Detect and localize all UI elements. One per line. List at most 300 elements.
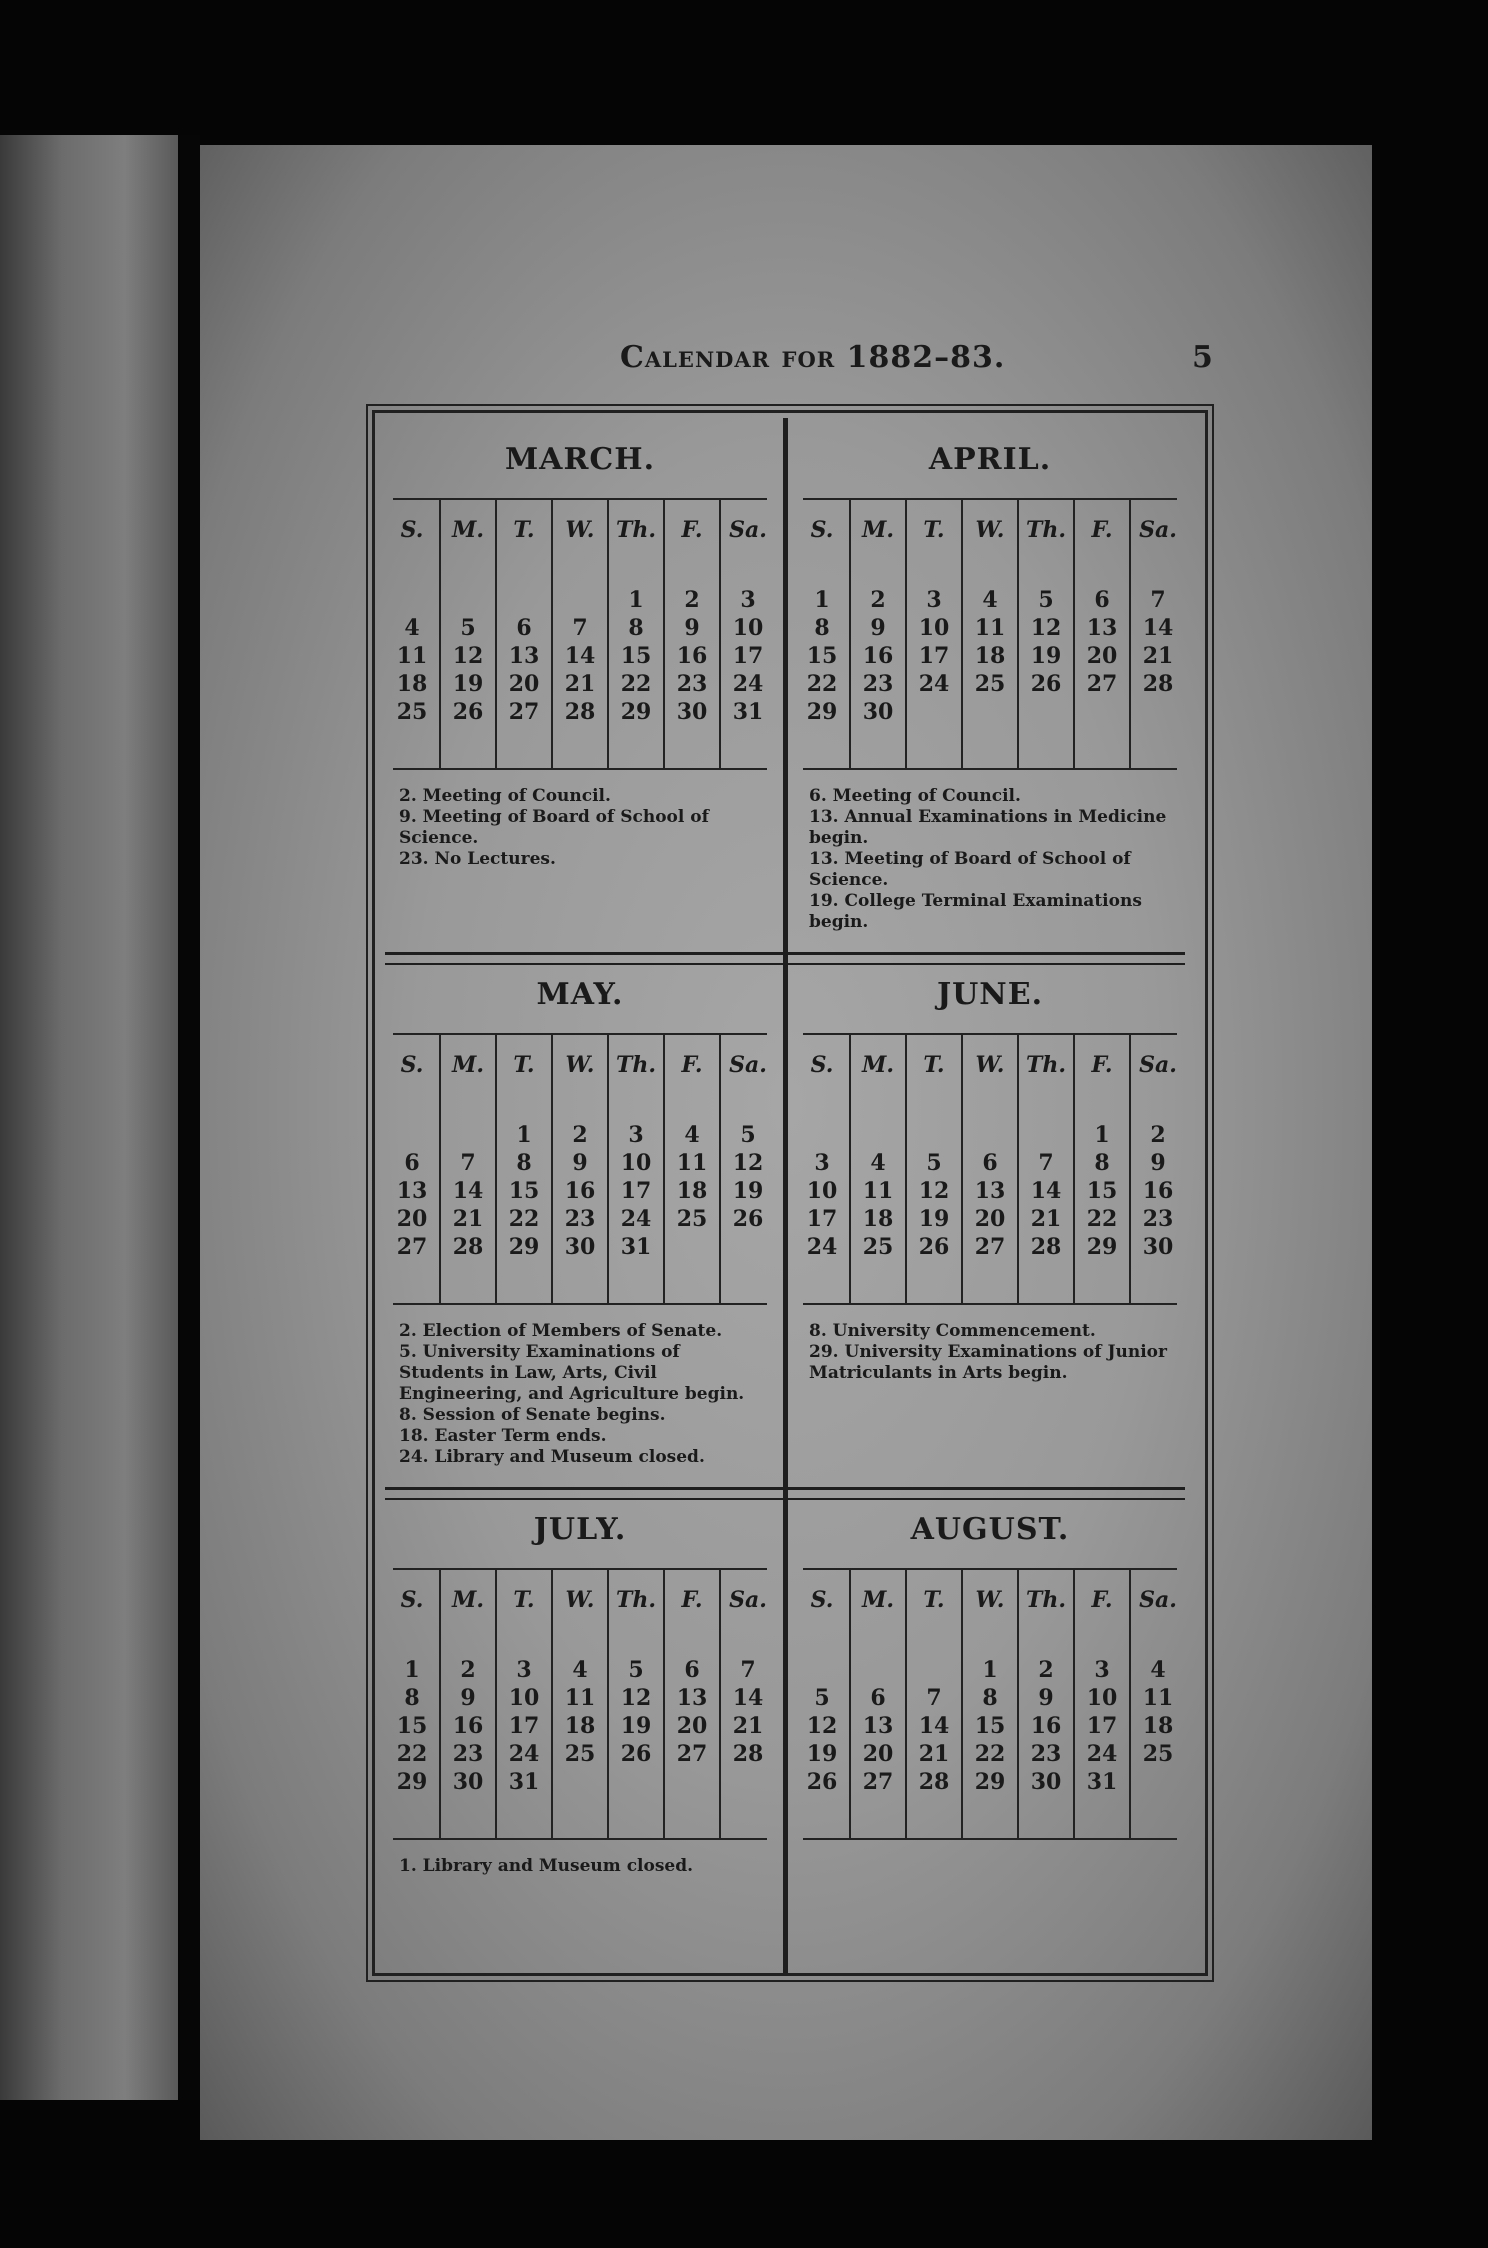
date-cell: 16 [676, 643, 708, 669]
date-cell: 15 [620, 643, 652, 669]
weekday-header: F. [681, 517, 703, 543]
date-cell: 9 [1038, 1685, 1054, 1711]
weekday-header: T. [513, 1052, 535, 1078]
date-cell: 22 [974, 1741, 1006, 1767]
weekday-header: Th. [615, 517, 657, 543]
date-cell: 1 [814, 587, 830, 613]
date-cell: 7 [1038, 1150, 1054, 1176]
weekday-column [721, 1570, 775, 1838]
date-cell: 14 [564, 643, 596, 669]
date-cell: 26 [1030, 671, 1062, 697]
date-cell: 6 [982, 1150, 998, 1176]
date-cell: 16 [862, 643, 894, 669]
month-notes [385, 1840, 775, 1877]
date-cell: 8 [628, 615, 644, 641]
note-item: 9. Meeting of Board of School of Science. [399, 807, 715, 848]
date-cell: 9 [870, 615, 886, 641]
date-cell: 23 [564, 1206, 596, 1232]
date-cell: 24 [508, 1741, 540, 1767]
weekday-header: F. [681, 1052, 703, 1078]
weekday-header: S. [400, 1587, 424, 1613]
month-title: MARCH. [504, 442, 656, 477]
weekday-header: Sa. [1139, 1052, 1177, 1078]
weekday-column [1131, 500, 1185, 768]
weekday-header: Th. [615, 1587, 657, 1613]
note-item: 8. University Commencement. [809, 1321, 1096, 1341]
date-cell: 15 [396, 1713, 428, 1739]
section-separator [385, 952, 1185, 965]
date-cell: 26 [452, 699, 484, 725]
date-cell: 10 [732, 615, 764, 641]
weekday-column [851, 500, 907, 768]
date-cell: 25 [564, 1741, 596, 1767]
day-grid [385, 500, 775, 768]
weekday-header: F. [681, 1587, 703, 1613]
date-cell: 2 [684, 587, 700, 613]
weekday-header: Th. [615, 1052, 657, 1078]
weekday-column [907, 500, 963, 768]
date-cell: 15 [1086, 1178, 1118, 1204]
date-cell: 7 [740, 1657, 756, 1683]
date-cell: 21 [1030, 1206, 1062, 1232]
date-cell: 10 [508, 1685, 540, 1711]
weekday-column [1131, 1570, 1185, 1838]
weekday-column [441, 1035, 497, 1303]
date-cell: 31 [508, 1769, 540, 1795]
date-cell: 14 [1030, 1178, 1062, 1204]
weekday-header: S. [400, 517, 424, 543]
month-3 [795, 975, 1185, 1384]
date-cell: 28 [918, 1769, 950, 1795]
page-number: 5 [1192, 340, 1213, 375]
date-cell: 6 [1094, 587, 1110, 613]
weekday-header: S. [810, 1587, 834, 1613]
date-cell: 29 [396, 1769, 428, 1795]
date-cell: 23 [862, 671, 894, 697]
weekday-header: S. [400, 1052, 424, 1078]
date-cell: 14 [918, 1713, 950, 1739]
day-grid [795, 1035, 1185, 1303]
date-cell: 18 [676, 1178, 708, 1204]
date-cell: 5 [1038, 587, 1054, 613]
weekday-header: W. [975, 1587, 1005, 1613]
date-cell: 22 [396, 1741, 428, 1767]
month-notes [385, 770, 775, 870]
month-notes [795, 1305, 1185, 1384]
note-item: 13. Meeting of Board of School of Science. [809, 849, 1137, 890]
date-cell: 8 [1094, 1150, 1110, 1176]
date-cell: 9 [460, 1685, 476, 1711]
date-cell: 20 [974, 1206, 1006, 1232]
date-cell: 28 [1030, 1234, 1062, 1260]
date-cell: 4 [1150, 1657, 1166, 1683]
date-cell: 6 [684, 1657, 700, 1683]
date-cell: 31 [732, 699, 764, 725]
weekday-column [385, 1035, 441, 1303]
month-notes [385, 1305, 775, 1468]
date-cell: 9 [684, 615, 700, 641]
date-cell: 21 [564, 671, 596, 697]
note-item: 2. Meeting of Council. [399, 786, 611, 806]
month-title: MAY. [536, 977, 624, 1012]
weekday-column [497, 1035, 553, 1303]
date-cell: 25 [974, 671, 1006, 697]
date-cell: 4 [684, 1122, 700, 1148]
weekday-header: Th. [1025, 517, 1067, 543]
date-cell: 10 [620, 1150, 652, 1176]
note-item: 6. Meeting of Council. [809, 786, 1021, 806]
month-0 [385, 440, 775, 870]
note-item: 29. University Examinations of Junior Matriculants in Arts begin. [809, 1342, 1173, 1383]
column-divider [783, 418, 788, 1973]
date-cell: 3 [1094, 1657, 1110, 1683]
date-cell: 5 [628, 1657, 644, 1683]
date-cell: 3 [814, 1150, 830, 1176]
weekday-column [851, 1035, 907, 1303]
month-1 [795, 440, 1185, 933]
date-cell: 17 [732, 643, 764, 669]
date-cell: 23 [1030, 1741, 1062, 1767]
date-cell: 17 [918, 643, 950, 669]
weekday-column [1075, 500, 1131, 768]
weekday-column [907, 1035, 963, 1303]
date-cell: 5 [814, 1685, 830, 1711]
weekday-column [721, 1035, 775, 1303]
date-cell: 22 [806, 671, 838, 697]
date-cell: 25 [862, 1234, 894, 1260]
date-cell: 13 [676, 1685, 708, 1711]
weekday-column [497, 500, 553, 768]
date-cell: 25 [396, 699, 428, 725]
date-cell: 29 [1086, 1234, 1118, 1260]
weekday-header: M. [451, 1587, 484, 1613]
date-cell: 1 [1094, 1122, 1110, 1148]
weekday-header: T. [923, 1587, 945, 1613]
book-spine [178, 135, 200, 2100]
date-cell: 29 [508, 1234, 540, 1260]
date-cell: 18 [862, 1206, 894, 1232]
date-cell: 20 [862, 1741, 894, 1767]
date-cell: 17 [508, 1713, 540, 1739]
date-cell: 12 [620, 1685, 652, 1711]
date-cell: 29 [974, 1769, 1006, 1795]
weekday-column [963, 500, 1019, 768]
weekday-column [553, 1570, 609, 1838]
weekday-header: W. [565, 1587, 595, 1613]
date-cell: 20 [508, 671, 540, 697]
date-cell: 7 [572, 615, 588, 641]
note-item: 19. College Terminal Examinations begin. [809, 891, 1148, 932]
date-cell: 31 [1086, 1769, 1118, 1795]
weekday-header: W. [565, 1052, 595, 1078]
weekday-column [553, 1035, 609, 1303]
date-cell: 12 [918, 1178, 950, 1204]
date-cell: 13 [508, 643, 540, 669]
weekday-header: M. [861, 1587, 894, 1613]
weekday-column [1019, 500, 1075, 768]
date-cell: 10 [918, 615, 950, 641]
weekday-header: T. [923, 1052, 945, 1078]
date-cell: 29 [806, 699, 838, 725]
date-cell: 4 [982, 587, 998, 613]
date-cell: 27 [862, 1769, 894, 1795]
weekday-header: F. [1091, 1587, 1113, 1613]
date-cell: 14 [732, 1685, 764, 1711]
date-cell: 27 [1086, 671, 1118, 697]
month-5 [795, 1510, 1185, 1856]
weekday-column [609, 1570, 665, 1838]
month-title: AUGUST. [910, 1512, 1070, 1547]
weekday-column [665, 1035, 721, 1303]
date-cell: 4 [572, 1657, 588, 1683]
date-cell: 16 [564, 1178, 596, 1204]
weekday-column [795, 1570, 851, 1838]
month-4 [385, 1510, 775, 1877]
weekday-column [851, 1570, 907, 1838]
month-2 [385, 975, 775, 1468]
weekday-header: T. [513, 1587, 535, 1613]
date-cell: 2 [870, 587, 886, 613]
date-cell: 10 [1086, 1685, 1118, 1711]
date-cell: 5 [740, 1122, 756, 1148]
section-separator [385, 1487, 1185, 1500]
date-cell: 31 [620, 1234, 652, 1260]
date-cell: 19 [1030, 643, 1062, 669]
weekday-header: Sa. [1139, 1587, 1177, 1613]
weekday-header: T. [923, 517, 945, 543]
date-cell: 12 [806, 1713, 838, 1739]
date-cell: 17 [1086, 1713, 1118, 1739]
date-cell: 20 [676, 1713, 708, 1739]
date-cell: 25 [1142, 1741, 1174, 1767]
date-cell: 11 [974, 615, 1006, 641]
weekday-header: S. [810, 517, 834, 543]
weekday-header: M. [451, 517, 484, 543]
date-cell: 1 [982, 1657, 998, 1683]
page-title: Calendar for 1882–83. [620, 340, 1006, 375]
weekday-header: M. [861, 1052, 894, 1078]
date-cell: 21 [918, 1741, 950, 1767]
weekday-header: W. [975, 1052, 1005, 1078]
date-cell: 7 [460, 1150, 476, 1176]
month-notes [795, 770, 1185, 933]
date-cell: 7 [1150, 587, 1166, 613]
date-cell: 23 [452, 1741, 484, 1767]
date-cell: 15 [974, 1713, 1006, 1739]
day-grid [795, 500, 1185, 768]
date-cell: 13 [1086, 615, 1118, 641]
date-cell: 24 [918, 671, 950, 697]
date-cell: 22 [1086, 1206, 1118, 1232]
date-cell: 26 [806, 1769, 838, 1795]
weekday-column [963, 1035, 1019, 1303]
date-cell: 5 [926, 1150, 942, 1176]
date-cell: 20 [396, 1206, 428, 1232]
note-item: 8. Session of Senate begins. [399, 1405, 666, 1425]
day-grid [795, 1570, 1185, 1838]
weekday-column [385, 500, 441, 768]
date-cell: 3 [926, 587, 942, 613]
date-cell: 30 [452, 1769, 484, 1795]
date-cell: 18 [1142, 1713, 1174, 1739]
date-cell: 19 [806, 1741, 838, 1767]
date-cell: 28 [452, 1234, 484, 1260]
date-cell: 19 [620, 1713, 652, 1739]
date-cell: 30 [1030, 1769, 1062, 1795]
date-cell: 19 [732, 1178, 764, 1204]
note-item: 5. University Examinations of Students in Law, Arts, Civil Engineering, and Agriculture begin. [399, 1342, 745, 1404]
date-cell: 27 [676, 1741, 708, 1767]
note-item: 2. Election of Members of Senate. [399, 1321, 723, 1341]
date-cell: 28 [732, 1741, 764, 1767]
day-grid [385, 1570, 775, 1838]
month-notes [795, 1840, 1185, 1856]
date-cell: 11 [564, 1685, 596, 1711]
date-cell: 24 [806, 1234, 838, 1260]
date-cell: 9 [1150, 1150, 1166, 1176]
date-cell: 11 [862, 1178, 894, 1204]
weekday-header: W. [975, 517, 1005, 543]
date-cell: 30 [1142, 1234, 1174, 1260]
weekday-column [441, 1570, 497, 1838]
note-item: 13. Annual Examinations in Medicine begin. [809, 807, 1173, 848]
date-cell: 23 [1142, 1206, 1174, 1232]
date-cell: 21 [452, 1206, 484, 1232]
date-cell: 30 [862, 699, 894, 725]
date-cell: 11 [676, 1150, 708, 1176]
weekday-column [609, 1035, 665, 1303]
date-cell: 19 [452, 671, 484, 697]
weekday-header: Th. [1025, 1052, 1067, 1078]
weekday-column [1131, 1035, 1185, 1303]
date-cell: 1 [404, 1657, 420, 1683]
date-cell: 16 [1030, 1713, 1062, 1739]
date-cell: 14 [452, 1178, 484, 1204]
date-cell: 1 [628, 587, 644, 613]
weekday-header: Sa. [729, 1587, 767, 1613]
date-cell: 2 [1038, 1657, 1054, 1683]
facing-page [0, 135, 178, 2100]
weekday-column [1075, 1035, 1131, 1303]
date-cell: 27 [508, 699, 540, 725]
weekday-column [497, 1570, 553, 1838]
date-cell: 14 [1142, 615, 1174, 641]
date-cell: 22 [508, 1206, 540, 1232]
weekday-header: F. [1091, 1052, 1113, 1078]
weekday-header: W. [565, 517, 595, 543]
month-title: JULY. [533, 1512, 627, 1547]
date-cell: 12 [1030, 615, 1062, 641]
weekday-header: Sa. [729, 517, 767, 543]
date-cell: 15 [508, 1178, 540, 1204]
weekday-column [721, 500, 775, 768]
note-item: 1. Library and Museum closed. [399, 1856, 694, 1876]
day-grid [385, 1035, 775, 1303]
date-cell: 2 [460, 1657, 476, 1683]
weekday-header: M. [861, 517, 894, 543]
date-cell: 30 [676, 699, 708, 725]
date-cell: 6 [870, 1685, 886, 1711]
date-cell: 28 [564, 699, 596, 725]
date-cell: 13 [396, 1178, 428, 1204]
date-cell: 12 [452, 643, 484, 669]
date-cell: 28 [1142, 671, 1174, 697]
date-cell: 16 [452, 1713, 484, 1739]
date-cell: 19 [918, 1206, 950, 1232]
date-cell: 6 [404, 1150, 420, 1176]
date-cell: 27 [396, 1234, 428, 1260]
date-cell: 26 [918, 1234, 950, 1260]
weekday-column [665, 500, 721, 768]
date-cell: 26 [732, 1206, 764, 1232]
date-cell: 17 [806, 1206, 838, 1232]
date-cell: 2 [1150, 1122, 1166, 1148]
weekday-column [795, 1035, 851, 1303]
date-cell: 21 [1142, 643, 1174, 669]
weekday-column [385, 1570, 441, 1838]
note-item: 18. Easter Term ends. [399, 1426, 607, 1446]
weekday-header: T. [513, 517, 535, 543]
date-cell: 5 [460, 615, 476, 641]
date-cell: 25 [676, 1206, 708, 1232]
date-cell: 4 [870, 1150, 886, 1176]
date-cell: 3 [740, 587, 756, 613]
weekday-column [609, 500, 665, 768]
date-cell: 30 [564, 1234, 596, 1260]
date-cell: 1 [516, 1122, 532, 1148]
date-cell: 29 [620, 699, 652, 725]
weekday-column [665, 1570, 721, 1838]
weekday-header: F. [1091, 517, 1113, 543]
date-cell: 6 [516, 615, 532, 641]
date-cell: 21 [732, 1713, 764, 1739]
date-cell: 20 [1086, 643, 1118, 669]
date-cell: 24 [732, 671, 764, 697]
date-cell: 27 [974, 1234, 1006, 1260]
weekday-column [1019, 1570, 1075, 1838]
month-title: APRIL. [928, 442, 1052, 477]
weekday-column [553, 500, 609, 768]
weekday-header: S. [810, 1052, 834, 1078]
date-cell: 16 [1142, 1178, 1174, 1204]
date-cell: 4 [404, 615, 420, 641]
weekday-column [907, 1570, 963, 1838]
weekday-column [1019, 1035, 1075, 1303]
note-item: 24. Library and Museum closed. [399, 1447, 705, 1467]
weekday-header: Sa. [729, 1052, 767, 1078]
month-title: JUNE. [936, 977, 1044, 1012]
date-cell: 13 [974, 1178, 1006, 1204]
date-cell: 24 [1086, 1741, 1118, 1767]
date-cell: 11 [1142, 1685, 1174, 1711]
date-cell: 12 [732, 1150, 764, 1176]
date-cell: 8 [982, 1685, 998, 1711]
date-cell: 17 [620, 1178, 652, 1204]
weekday-header: Th. [1025, 1587, 1067, 1613]
date-cell: 8 [404, 1685, 420, 1711]
date-cell: 10 [806, 1178, 838, 1204]
date-cell: 18 [974, 643, 1006, 669]
date-cell: 2 [572, 1122, 588, 1148]
date-cell: 15 [806, 643, 838, 669]
weekday-column [963, 1570, 1019, 1838]
weekday-header: Sa. [1139, 517, 1177, 543]
weekday-header: M. [451, 1052, 484, 1078]
date-cell: 11 [396, 643, 428, 669]
date-cell: 8 [516, 1150, 532, 1176]
date-cell: 18 [396, 671, 428, 697]
date-cell: 24 [620, 1206, 652, 1232]
